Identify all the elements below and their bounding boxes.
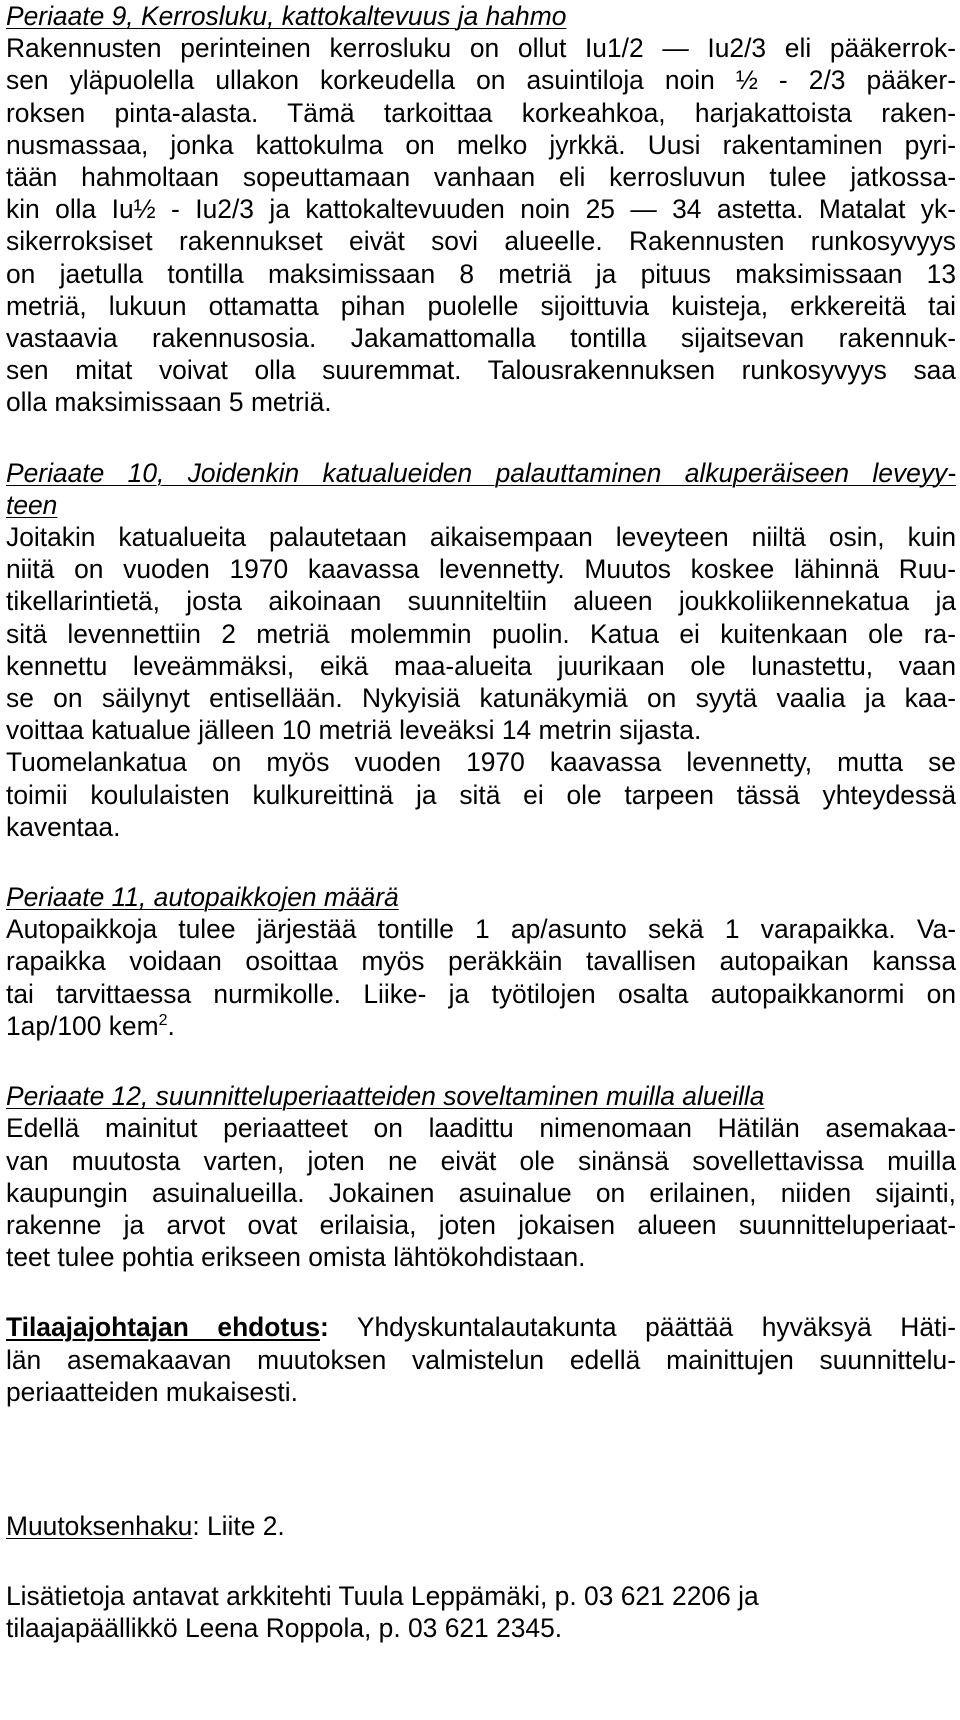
body-line: teet tulee pohtia erikseen omista lähtökohdistaan.	[6, 1242, 586, 1273]
appeal-paragraph	[6, 1510, 956, 1542]
section-spacer	[6, 419, 956, 457]
appeal-text: : Liite 2.	[192, 1510, 285, 1541]
superscript-2: 2	[158, 1011, 168, 1029]
body-line: Rakennusten perinteinen kerrosluku on ollut Iu1/2 — Iu2/3 eli pääkerrok-	[6, 33, 956, 64]
proposal-first-line	[6, 1311, 956, 1343]
section-spacer	[6, 843, 956, 881]
body-line: rakenne ja arvot ovat erilaisia, joten jokaisen alueen suunnitteluperiaat-	[6, 1209, 956, 1240]
section-periaate-10	[6, 457, 956, 843]
body-line: kaupungin asuinalueilla. Jokainen asuinalue on erilainen, niiden sijainti,	[6, 1177, 956, 1208]
proposal-text: Yhdyskuntalautakunta päättää hyväksyä Häti-	[328, 1312, 956, 1343]
body-line: kaventaa.	[6, 811, 121, 842]
body-line: vastaavia rakennusosia. Jakamattomalla tontilla sijaitsevan rakennuk-	[6, 323, 956, 354]
section-spacer	[6, 1542, 956, 1580]
body-line: sitä levennettiin 2 metriä molemmin puolin. Katua ei kuitenkaan ole ra-	[6, 618, 956, 649]
body-line: voittaa katualue jälleen 10 metriä leveäksi 14 metrin sijasta.	[6, 715, 702, 746]
section-periaate-9	[6, 0, 956, 419]
document-page	[6, 0, 956, 1645]
body-line: nusmassaa, jonka kattokulma on melko jyrkkä. Uusi rakentaminen pyri-	[6, 129, 956, 160]
body-line: Autopaikkoja tulee järjestää tontille 1 ap/asunto sekä 1 varapaikka. Va-	[6, 914, 956, 945]
proposal-label: Tilaajajohtajan ehdotus	[6, 1312, 321, 1343]
body-line: tai tarvittaessa nurmikolle. Liike- ja työtilojen osalta autopaikkanormi on	[6, 978, 956, 1009]
contact-line: Lisätietoja antavat arkkitehti Tuula Leppämäki, p. 03 621 2206 ja	[6, 1581, 759, 1612]
body-line: län asemakaavan muutoksen valmistelun edellä mainittujen suunnittelu-	[6, 1344, 956, 1375]
section-heading: Periaate 10, Joidenkin katualueiden palauttaminen alkuperäiseen leveyy-	[6, 457, 956, 488]
body-line: tikellarintietä, josta aikoinaan suunniteltiin alueen joukkoliikennekatua ja	[6, 586, 956, 617]
parking-norm-text: 1ap/100 kem	[6, 1010, 159, 1041]
section-spacer	[6, 1408, 956, 1510]
section-periaate-11	[6, 881, 956, 1042]
body-line: rapaikka voidaan osoittaa myös peräkkäin tavallisen autopaikan kanssa	[6, 946, 956, 977]
body-line: toimii koululaisten kulkureittinä ja sitä ei ole tarpeen tässä yhteydessä	[6, 779, 956, 810]
appeal-label: Muutoksenhaku	[6, 1510, 193, 1541]
body-line: metriä, lukuun ottamatta pihan puolelle sijoittuvia kuisteja, erkkereitä tai	[6, 290, 956, 321]
section-spacer	[6, 1042, 956, 1080]
body-line: on jaetulla tontilla maksimissaan 8 metriä ja pituus maksimissaan 13	[6, 258, 956, 289]
proposal-colon: :	[320, 1312, 329, 1343]
appeal-line	[6, 1510, 956, 1542]
proposal-paragraph	[6, 1311, 956, 1408]
body-line: kin olla Iu½ - Iu2/3 ja kattokaltevuuden noin 25 — 34 astetta. Matalat yk-	[6, 194, 956, 225]
body-line: tään hahmoltaan sopeuttamaan vanhaan eli kerrosluvun tulee jatkossa-	[6, 162, 956, 193]
body-line: olla maksimissaan 5 metriä.	[6, 387, 332, 418]
body-line: van muutosta varten, joten ne eivät ole sinänsä sovellettavissa muilla	[6, 1145, 956, 1176]
body-line: se on säilynyt entisellään. Nykyisiä katunäkymiä on syytä vaalia ja kaa-	[6, 683, 956, 714]
section-heading: teen	[6, 489, 58, 520]
body-line: Joitakin katualueita palautetaan aikaisempaan leveyteen niiltä osin, kuin	[6, 522, 956, 553]
section-heading: Periaate 12, suunnitteluperiaatteiden soveltaminen muilla alueilla	[6, 1081, 765, 1112]
section-spacer	[6, 1273, 956, 1311]
body-line	[6, 1010, 956, 1042]
body-line: roksen pinta-alasta. Tämä tarkoittaa korkeahkoa, harjakattoista raken-	[6, 97, 956, 128]
body-line: periaatteiden mukaisesti.	[6, 1376, 298, 1407]
contact-paragraph	[6, 1580, 956, 1644]
body-line: sikerroksiset rakennukset eivät sovi alueelle. Rakennusten runkosyvyys	[6, 226, 956, 257]
body-line: Edellä mainitut periaatteet on laadittu nimenomaan Hätilän asemakaa-	[6, 1113, 956, 1144]
contact-line: tilaajapäällikkö Leena Roppola, p. 03 621 2345.	[6, 1613, 563, 1644]
parking-norm-end: .	[167, 1010, 175, 1041]
section-heading: Periaate 11, autopaikkojen määrä	[6, 882, 399, 913]
body-line: Tuomelankatua on myös vuoden 1970 kaavassa levennetty, mutta se	[6, 747, 956, 778]
body-line: sen yläpuolella ullakon korkeudella on asuintiloja noin ½ - 2/3 pääker-	[6, 65, 956, 96]
section-periaate-12	[6, 1080, 956, 1273]
body-line: kennettu leveämmäksi, eikä maa-alueita juurikaan ole lunastettu, vaan	[6, 650, 956, 681]
body-line: sen mitat voivat olla suuremmat. Talousrakennuksen runkosyvyys saa	[6, 355, 956, 386]
body-line: niitä on vuoden 1970 kaavassa levennetty. Muutos koskee lähinnä Ruu-	[6, 554, 956, 585]
section-heading: Periaate 9, Kerrosluku, kattokaltevuus ja hahmo	[6, 1, 567, 31]
